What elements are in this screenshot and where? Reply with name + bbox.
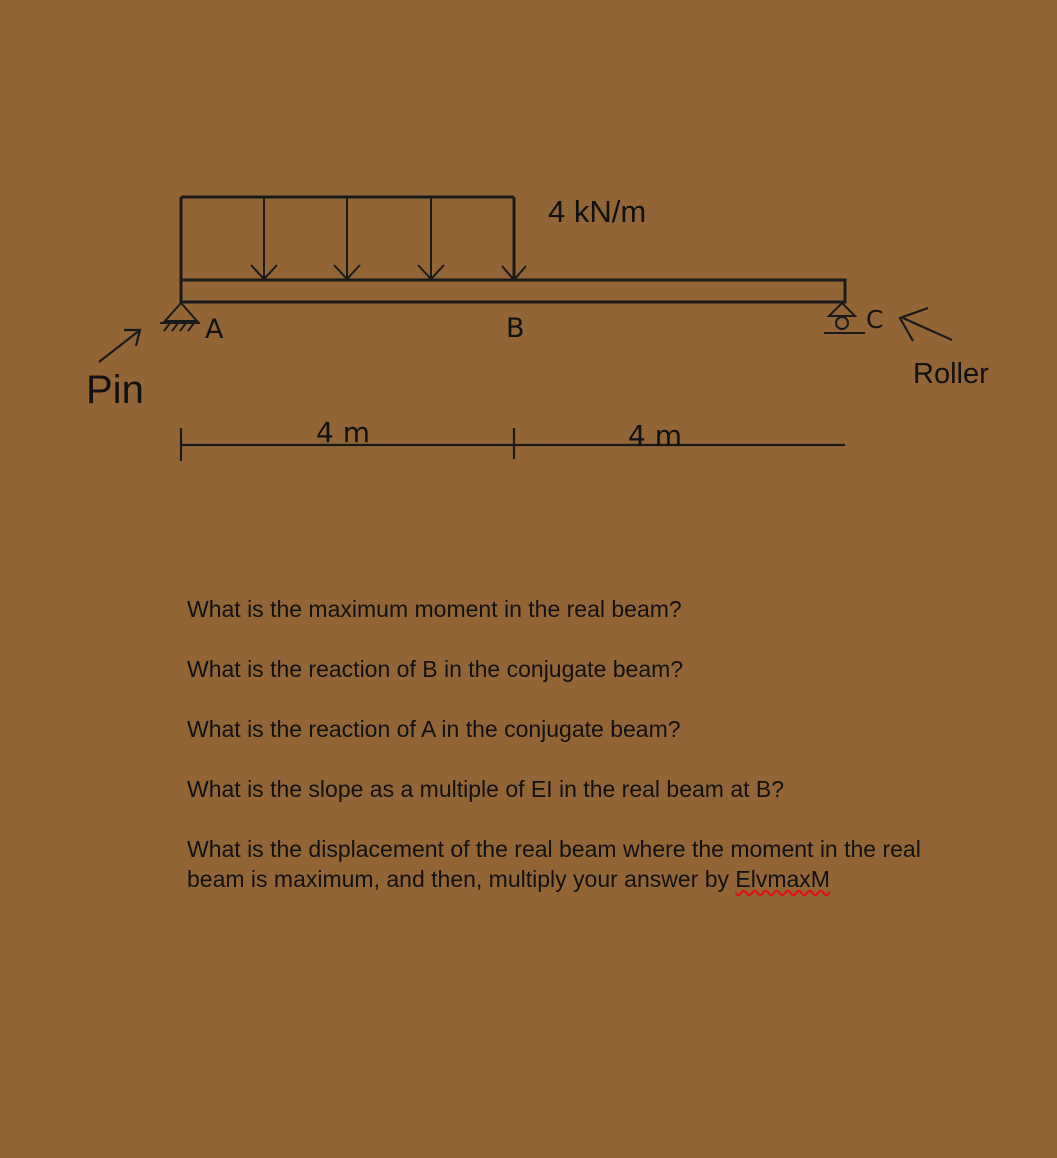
question-1: What is the maximum moment in the real beam? [187, 596, 682, 622]
question-4: What is the slope as a multiple of EI in the real beam at B? [187, 776, 785, 802]
span-bc-label: 4 m [628, 419, 682, 452]
pin-arrow-icon [99, 330, 140, 362]
question-5-suffix: ElvmaxM [735, 866, 830, 892]
question-list [187, 594, 927, 924]
question-3: What is the reaction of A in the conjugate beam? [187, 716, 681, 742]
dimension-line [181, 428, 845, 461]
question-5-text: What is the displacement of the real beam where the moment in the real beam is maximum, and then, multiply your answer by [187, 836, 921, 892]
beam [181, 280, 845, 302]
pin-label: Pin [86, 368, 144, 412]
load-arrows [251, 197, 526, 280]
beam-diagram [0, 0, 1057, 560]
distributed-load [181, 197, 526, 280]
pin-support [160, 303, 200, 331]
roller-arrow-icon [900, 308, 952, 341]
span-ab-label: 4 m [316, 416, 370, 449]
roller-label: Roller [913, 358, 989, 390]
question-5 [187, 834, 927, 894]
label-point-c: C [866, 305, 884, 334]
label-point-a: A [205, 314, 224, 345]
label-point-b: B [506, 313, 525, 344]
roller-support [824, 303, 865, 333]
question-2: What is the reaction of B in the conjugate beam? [187, 656, 684, 682]
load-label: 4 kN/m [548, 194, 647, 229]
